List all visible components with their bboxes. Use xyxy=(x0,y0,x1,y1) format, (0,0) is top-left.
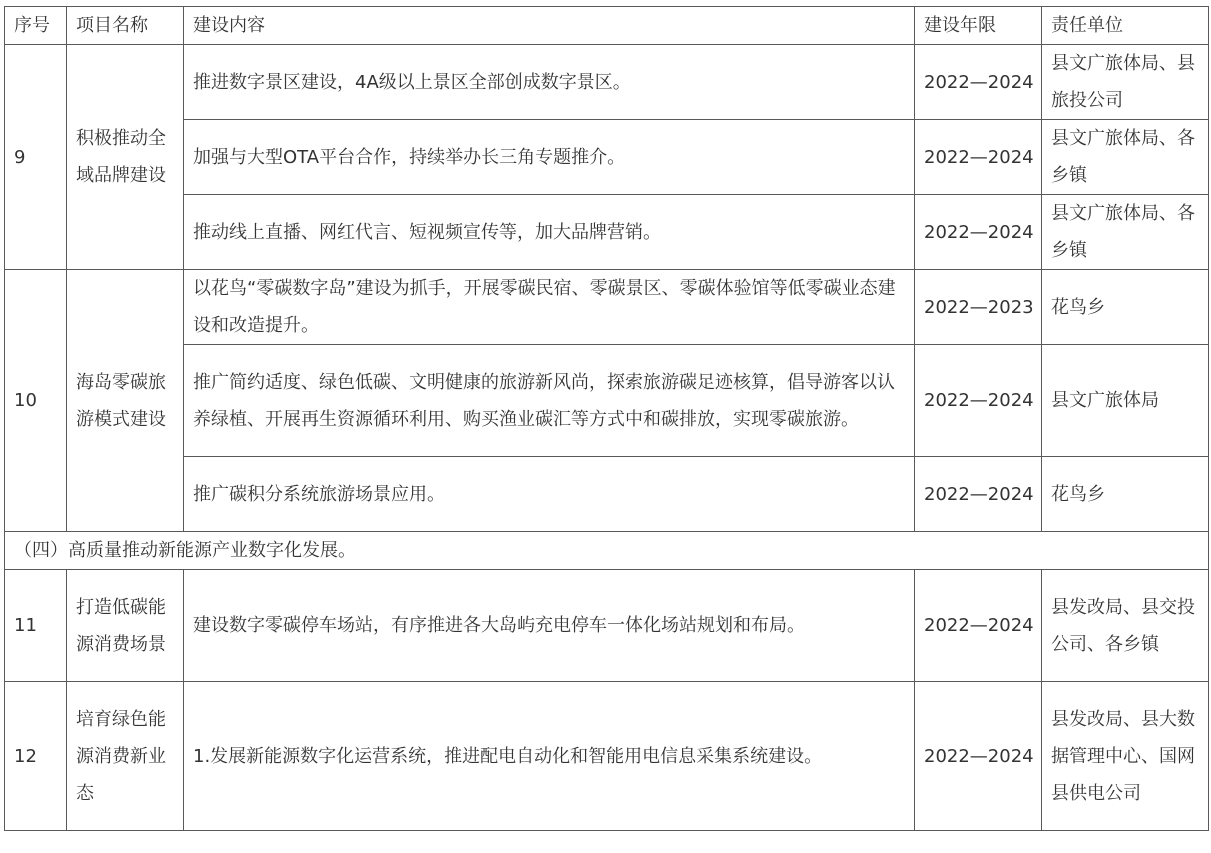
project-years: 2022—2024 xyxy=(915,570,1042,682)
project-unit: 县发改局、县交投公司、各乡镇 xyxy=(1042,570,1209,682)
project-no: 11 xyxy=(5,570,67,682)
project-unit: 县文广旅体局、各乡镇 xyxy=(1042,195,1209,270)
project-no: 12 xyxy=(5,682,67,831)
project-name: 打造低碳能源消费场景 xyxy=(67,570,184,682)
project-content: 以花鸟“零碳数字岛”建设为抓手，开展零碳民宿、零碳景区、零碳体验馆等低零碳业态建设和改造提升。 xyxy=(184,270,915,345)
project-no: 9 xyxy=(5,45,67,270)
table-row xyxy=(5,345,1209,457)
project-unit: 花鸟乡 xyxy=(1042,457,1209,532)
header-content: 建设内容 xyxy=(184,7,915,45)
project-content: 推动线上直播、网红代言、短视频宣传等，加大品牌营销。 xyxy=(184,195,915,270)
project-years: 2022—2024 xyxy=(915,195,1042,270)
table-row xyxy=(5,570,1209,682)
section-row xyxy=(5,532,1209,570)
project-content: 建设数字零碳停车场站，有序推进各大岛屿充电停车一体化场站规划和布局。 xyxy=(184,570,915,682)
table-row xyxy=(5,120,1209,195)
table-row xyxy=(5,682,1209,831)
project-content: 加强与大型OTA平台合作，持续举办长三角专题推介。 xyxy=(184,120,915,195)
project-unit: 花鸟乡 xyxy=(1042,270,1209,345)
section-heading: （四）高质量推动新能源产业数字化发展。 xyxy=(5,532,1209,570)
header-years: 建设年限 xyxy=(915,7,1042,45)
project-content: 推广碳积分系统旅游场景应用。 xyxy=(184,457,915,532)
project-years: 2022—2024 xyxy=(915,345,1042,457)
header-row xyxy=(5,7,1209,45)
project-years: 2022—2024 xyxy=(915,682,1042,831)
table-row xyxy=(5,45,1209,120)
table-row xyxy=(5,195,1209,270)
project-years: 2022—2024 xyxy=(915,45,1042,120)
project-unit: 县文广旅体局 xyxy=(1042,345,1209,457)
project-years: 2022—2024 xyxy=(915,457,1042,532)
project-table xyxy=(4,6,1209,831)
project-name: 海岛零碳旅游模式建设 xyxy=(67,270,184,532)
table-row xyxy=(5,457,1209,532)
project-unit: 县文广旅体局、县旅投公司 xyxy=(1042,45,1209,120)
header-name: 项目名称 xyxy=(67,7,184,45)
project-no: 10 xyxy=(5,270,67,532)
project-years: 2022—2023 xyxy=(915,270,1042,345)
project-unit: 县发改局、县大数据管理中心、国网县供电公司 xyxy=(1042,682,1209,831)
header-no: 序号 xyxy=(5,7,67,45)
project-years: 2022—2024 xyxy=(915,120,1042,195)
project-name: 积极推动全域品牌建设 xyxy=(67,45,184,270)
header-unit: 责任单位 xyxy=(1042,7,1209,45)
project-content: 1.发展新能源数字化运营系统，推进配电自动化和智能用电信息采集系统建设。 xyxy=(184,682,915,831)
project-name: 培育绿色能源消费新业态 xyxy=(67,682,184,831)
project-content: 推广简约适度、绿色低碳、文明健康的旅游新风尚，探索旅游碳足迹核算，倡导游客以认养绿植、开展再生资源循环利用、购买渔业碳汇等方式中和碳排放，实现零碳旅游。 xyxy=(184,345,915,457)
table-row xyxy=(5,270,1209,345)
project-unit: 县文广旅体局、各乡镇 xyxy=(1042,120,1209,195)
project-content: 推进数字景区建设，4A级以上景区全部创成数字景区。 xyxy=(184,45,915,120)
